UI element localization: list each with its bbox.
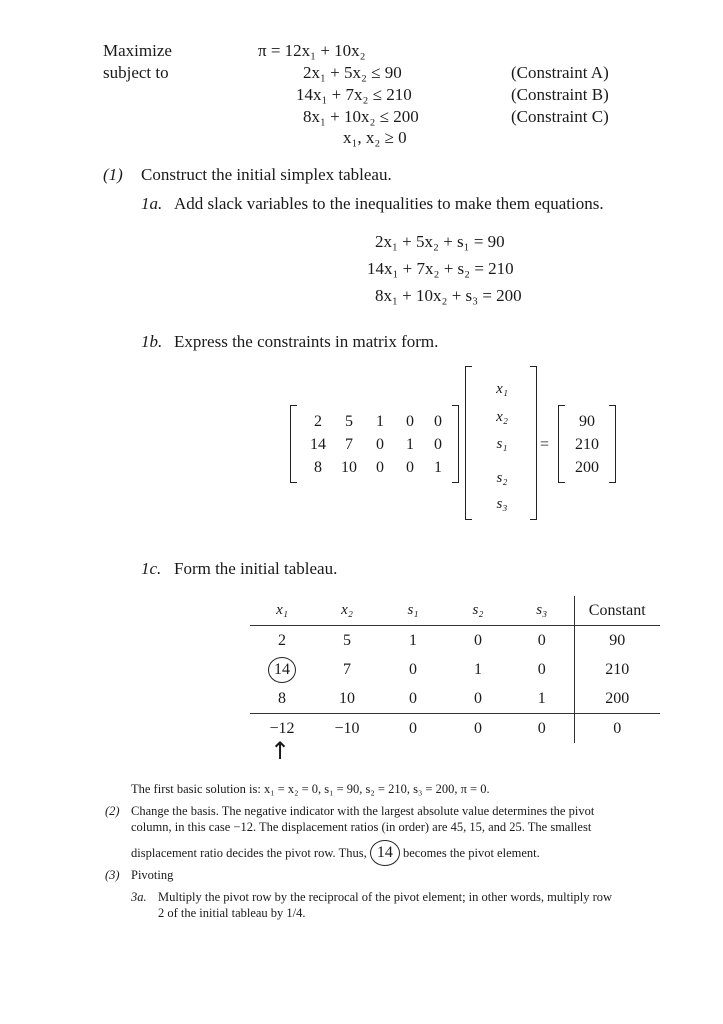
rhs-entry: 200 bbox=[575, 459, 599, 476]
indicator-cell: −10 bbox=[314, 714, 380, 744]
maximize-label: Maximize bbox=[103, 41, 172, 60]
indicator-cell: −12 bbox=[250, 714, 314, 744]
pivot-element-callout: 14 bbox=[370, 840, 400, 866]
tableau-cell: 2 bbox=[250, 626, 314, 656]
tableau-cell: 0 bbox=[510, 626, 574, 656]
matrix-cell: 0 bbox=[434, 413, 442, 430]
pivot-column-arrow-icon: ↑ bbox=[270, 737, 291, 765]
matrix-cell: 10 bbox=[341, 459, 357, 476]
tableau-cell: 1 bbox=[537, 689, 546, 707]
tableau-row bbox=[250, 655, 660, 684]
constraint-c-label: (Constraint C) bbox=[511, 107, 609, 126]
rhs-right-bracket bbox=[609, 405, 616, 483]
slack-equation-1: 2x₁ + 5x₂ + s₁ = 90 bbox=[375, 232, 505, 251]
rhs-left-bracket bbox=[558, 405, 565, 483]
tableau-cell: 0 bbox=[446, 626, 510, 656]
step2-line-2: column, in this case −12. The displacement ratios (in order) are 45, 15, and 25. The smallest bbox=[131, 820, 592, 834]
matrix-cell: 7 bbox=[345, 436, 353, 453]
tableau-cell: 0 bbox=[409, 660, 417, 678]
step3-title: Pivoting bbox=[131, 868, 174, 882]
slack-equation-3: 8x₁ + 10x₂ + s₃ = 200 bbox=[375, 286, 522, 305]
rhs-entry: 90 bbox=[579, 413, 595, 430]
tableau-header-cell: x₁ bbox=[276, 602, 288, 618]
tableau-cell: 5 bbox=[314, 626, 380, 656]
matrix-cell: 1 bbox=[434, 459, 442, 476]
tableau-row bbox=[250, 626, 660, 656]
vector-left-bracket bbox=[465, 366, 472, 520]
step1c-label: 1c. bbox=[141, 559, 162, 578]
tableau-cell: 0 bbox=[537, 660, 546, 678]
nonnegativity: x₁, x₂ ≥ 0 bbox=[343, 128, 407, 147]
step1a-label: 1a. bbox=[141, 194, 163, 213]
vector-entry: x₁ bbox=[496, 381, 508, 397]
constraint-b-expr: 14x₁ + 7x₂ ≤ 210 bbox=[296, 85, 412, 104]
vector-entry: s₁ bbox=[496, 436, 508, 452]
constraint-a-label: (Constraint A) bbox=[511, 63, 609, 82]
slack-equation-2: 14x₁ + 7x₂ + s₂ = 210 bbox=[367, 259, 514, 278]
rhs-entry: 210 bbox=[575, 436, 599, 453]
matrix-cell: 0 bbox=[376, 436, 384, 453]
step3a-line-2: 2 of the initial tableau by 1/4. bbox=[158, 906, 306, 920]
matrix-cell: 0 bbox=[376, 459, 384, 476]
matrix-cell: 0 bbox=[406, 459, 414, 476]
indicator-cell: 0 bbox=[380, 714, 446, 744]
tableau-constant-cell: 90 bbox=[574, 626, 660, 656]
step1c-text: Form the initial tableau. bbox=[174, 559, 338, 578]
subject-to-label: subject to bbox=[103, 63, 169, 82]
step2-line-1: Change the basis. The negative indicator with the largest absolute value determines the pivot bbox=[131, 804, 595, 818]
vector-entry: x₂ bbox=[496, 409, 508, 425]
vector-entry: s₂ bbox=[496, 470, 508, 486]
tableau-constant-cell: 200 bbox=[574, 684, 660, 714]
tableau-cell: 10 bbox=[339, 689, 355, 707]
tableau-header-cell: s₂ bbox=[472, 602, 484, 618]
indicator-constant-cell: 0 bbox=[574, 714, 660, 744]
matrix-cell: 14 bbox=[310, 436, 326, 453]
vector-entry: s₃ bbox=[496, 496, 508, 512]
matrix-right-bracket bbox=[452, 405, 459, 483]
step3a-line-1: Multiply the pivot row by the reciprocal of the pivot element; in other words, multiply row bbox=[158, 890, 613, 904]
constraint-a-expr: 2x₁ + 5x₂ ≤ 90 bbox=[303, 63, 402, 82]
step1b-label: 1b. bbox=[141, 332, 163, 351]
step2-line-3 bbox=[131, 840, 540, 866]
tableau-constant-cell: 210 bbox=[574, 655, 660, 684]
step2-line-3-start: displacement ratio decides the pivot row. Thus, bbox=[131, 846, 367, 860]
tableau-indicator-row bbox=[250, 714, 660, 744]
step1b-text: Express the constraints in matrix form. bbox=[174, 332, 439, 351]
tableau-cell: 1 bbox=[474, 660, 482, 678]
step1-title: Construct the initial simplex tableau. bbox=[141, 165, 392, 184]
tableau-header-row bbox=[250, 596, 660, 626]
step1-number: (1) bbox=[103, 165, 123, 184]
tableau-header-cell: x₂ bbox=[341, 602, 353, 618]
matrix-cell: 0 bbox=[434, 436, 442, 453]
step1a-text: Add slack variables to the inequalities to make them equations. bbox=[174, 194, 604, 213]
tableau-header-cell: s₁ bbox=[407, 602, 419, 618]
matrix-cell: 0 bbox=[406, 413, 414, 430]
indicator-cell: 0 bbox=[510, 714, 574, 744]
matrix-cell: 5 bbox=[345, 413, 353, 430]
tableau-cell: 1 bbox=[380, 626, 446, 656]
basic-solution-text: The first basic solution is: x₁ = x₂ = 0, s₁ = 90, s₂ = 210, s₃ = 200, π = 0. bbox=[131, 782, 490, 796]
matrix-left-bracket bbox=[290, 405, 297, 483]
pivot-element: 14 bbox=[268, 657, 296, 683]
tableau-cell: 0 bbox=[409, 689, 417, 707]
matrix-cell: 1 bbox=[406, 436, 414, 453]
step2-line-3-end: becomes the pivot element. bbox=[402, 846, 540, 860]
matrix-cell: 2 bbox=[314, 413, 322, 430]
constraint-b-label: (Constraint B) bbox=[511, 85, 609, 104]
tableau-cell: 0 bbox=[474, 689, 482, 707]
matrix-cell: 1 bbox=[376, 413, 384, 430]
step3a-label: 3a. bbox=[131, 890, 147, 904]
tableau-header-cell: s₃ bbox=[536, 602, 548, 618]
tableau-constant-header: Constant bbox=[574, 596, 660, 626]
constraint-c-expr: 8x₁ + 10x₂ ≤ 200 bbox=[303, 107, 419, 126]
matrix-cell: 8 bbox=[314, 459, 322, 476]
indicator-cell: 0 bbox=[446, 714, 510, 744]
tableau-cell: 8 bbox=[278, 689, 286, 707]
step2-number: (2) bbox=[105, 804, 120, 818]
tableau-row bbox=[250, 684, 660, 714]
tableau-cell: 7 bbox=[343, 660, 351, 678]
objective-function: π = 12x₁ + 10x₂ bbox=[258, 41, 366, 60]
matrix-equals-sign: = bbox=[540, 436, 550, 453]
step3-number: (3) bbox=[105, 868, 120, 882]
simplex-tableau bbox=[250, 596, 660, 743]
vector-right-bracket bbox=[530, 366, 537, 520]
